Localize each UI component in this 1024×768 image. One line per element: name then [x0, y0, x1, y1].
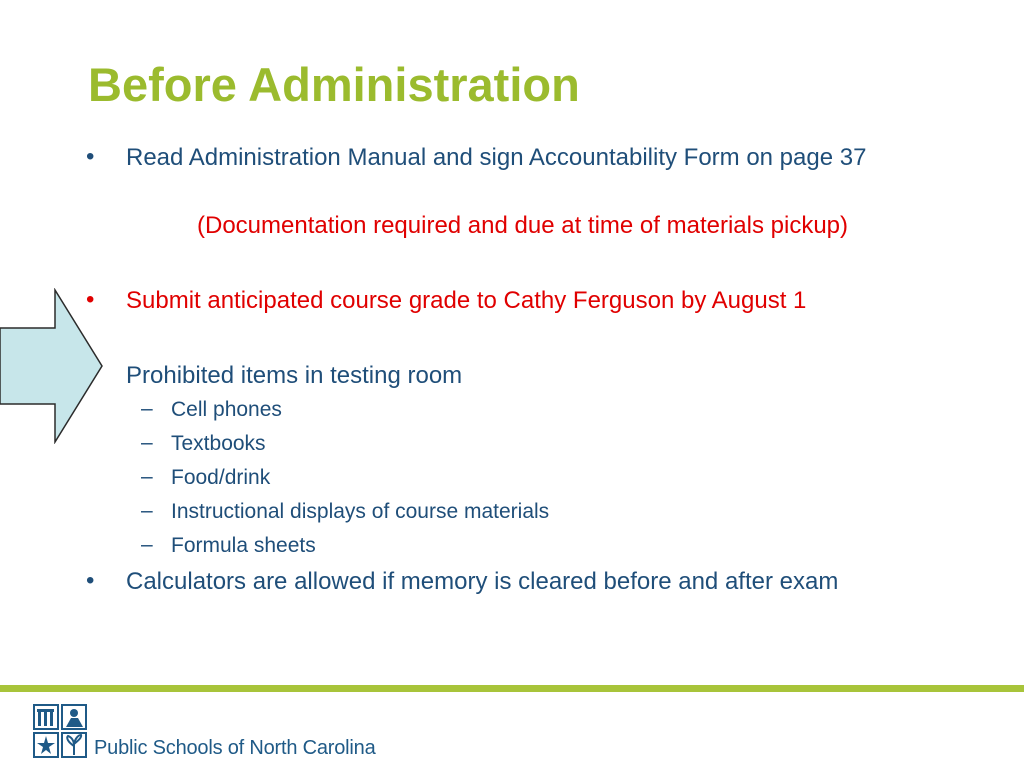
sub-bullet-marker: – [141, 431, 153, 454]
sub-item-food-drink: Food/drink [171, 466, 271, 489]
logo-star [37, 736, 55, 754]
bullet-read-manual: Read Administration Manual and sign Accountability Form on page 37 [126, 144, 867, 171]
bullet-marker: • [86, 567, 95, 594]
logo-head [70, 709, 78, 717]
bullet-note-documentation: (Documentation required and due at time of materials pickup) [197, 212, 848, 239]
sub-item-cell-phones: Cell phones [171, 398, 282, 421]
sub-item-instructional-displays: Instructional displays of course materials [171, 500, 550, 523]
footer-divider [0, 685, 1024, 692]
logo-body [66, 718, 83, 727]
bullet-marker: • [86, 286, 95, 313]
sub-item-formula-sheets: Formula sheets [171, 534, 316, 557]
slide-title: Before Administration [88, 58, 580, 111]
nc-public-schools-logo [33, 704, 89, 760]
sub-bullet-marker: – [141, 397, 153, 420]
sub-bullet-marker: – [141, 533, 153, 556]
sub-bullet-marker: – [141, 465, 153, 488]
bullet-prohibited-items: Prohibited items in testing room [126, 362, 463, 389]
logo-column [44, 712, 47, 726]
bullet-marker: • [86, 143, 95, 170]
bullet-calculators: Calculators are allowed if memory is cleared before and after exam [126, 568, 839, 595]
logo-column [38, 712, 41, 726]
sub-bullet-marker: – [141, 499, 153, 522]
logo-sprout [67, 735, 81, 755]
logo-pediment [37, 709, 54, 712]
footer-org-name: Public Schools of North Carolina [94, 737, 376, 759]
bullet-submit-grade: Submit anticipated course grade to Cathy Ferguson by August 1 [126, 287, 807, 314]
sub-item-textbooks: Textbooks [171, 432, 266, 455]
logo-column [50, 712, 53, 726]
